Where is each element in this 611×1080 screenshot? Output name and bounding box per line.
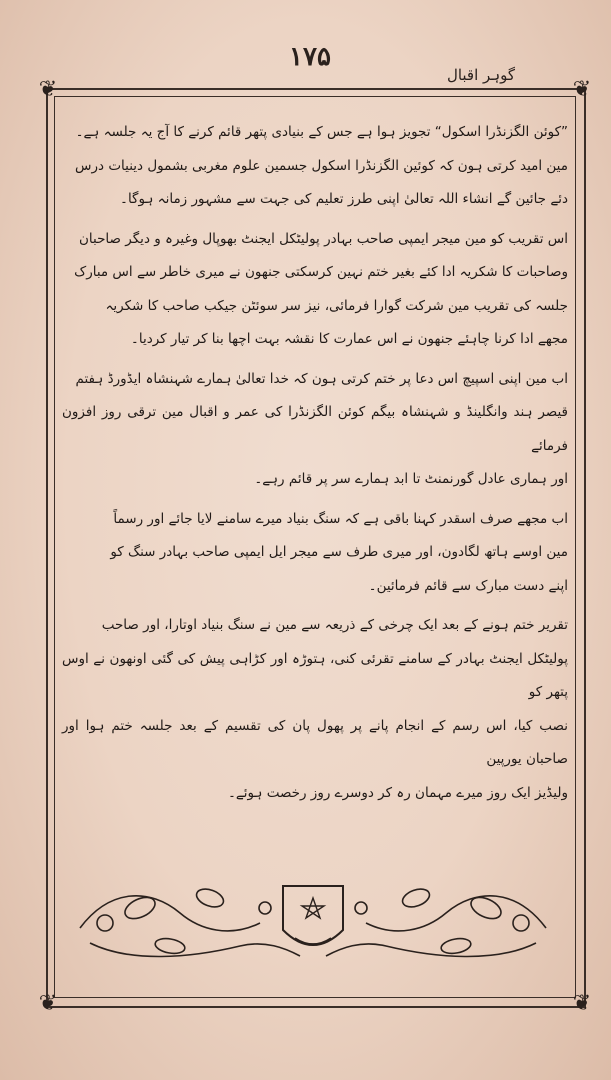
text-line: اور ہماری عادل گورنمنٹ تا ابد ہمارے سر پر قائم رہے۔ [254,471,568,487]
paragraph [62,363,568,497]
text-line: ولیڈیز ایک روز میرے مہمان رہ کر دوسرے روز رخصت ہوئے۔ [227,784,568,801]
page-number: ۱۷۵ [289,42,331,72]
paragraph [62,609,568,810]
corner-ornament-icon: ❦ [38,991,58,1016]
page-text [62,116,568,816]
text-line: قیصر ہند وانگلینڈ و شہنشاہ بیگم کوئن الگزنڈرا کی عمر و اقبال مین ترقی روز افزون فرمائے [62,404,568,454]
floral-ornament-icon [70,868,556,968]
text-line: اس تقریب کو مین میجر ایمپی صاحب بہادر پولیٹکل ایجنٹ بھوپال وغیرہ و دیگر صاحبان [78,230,568,247]
text-line: اپنے دست مبارک سے قائم فرمائین۔ [368,577,568,594]
text-line: تقریر ختم ہونے کے بعد ایک چرخی کے ذریعہ سے مین نے سنگ بنیاد اوتارا، اور صاحب [101,617,568,633]
corner-ornament-icon: ❦ [572,77,592,102]
text-line: اب مجھے صرف اسقدر کہنا باقی ہے کہ سنگ بنیاد میرے سامنے لایا جائے اور رسماً [113,510,568,527]
running-title: گوہر اقبال [446,66,515,84]
paragraph [62,116,568,217]
text-line: دئے جائین گے انشاء اللہ تعالیٰ اپنی طرز تعلیم کی جہت سے مشہور زمانہ ہوگا۔ [120,191,568,207]
text-line: مین امید کرتی ہون کہ کوئین الگزنڈرا اسکول جسمین علوم مغربی بشمول دینیات درس [75,157,568,174]
text-line: اب مین اپنی اسپیچ اس دعا پر ختم کرتی ہون کہ خدا تعالیٰ ہمارے شہنشاہ ایڈورڈ ہفتم [75,370,568,387]
paragraph [62,503,568,604]
text-line: نصب کیا، اس رسم کے انجام پانے پر پھول پان کی تقسیم کے بعد جلسہ ختم ہوا اور صاحبان یورپین [62,717,568,767]
text-line: جلسہ کی تقریب مین شرکت گوارا فرمائی، نیز سر سوئٹن جیکب صاحب کا شکریہ [105,297,568,314]
paragraph [62,223,568,357]
text-line: پولیٹکل ایجنٹ بہادر کے سامنے تقرئی کنی، ہتوڑہ اور کڑاہی پیش کی گئی اونھون نے اوس پتھر کو [62,650,568,700]
text-line: وصاحبات کا شکریہ ادا کئے بغیر ختم نہین کرسکتی جنھون نے میری خاطر سے اس مبارک [74,264,568,280]
text-line: ”کوئن الگزنڈرا اسکول“ تجویز ہوا ہے جس کے بنیادی پتھر قائم کرنے کا آج یہ جلسہ ہے۔ [75,124,568,140]
corner-ornament-icon: ❦ [572,991,592,1016]
text-line: مجھے ادا کرنا چاہئے جنھون نے اس عمارت کا نقشہ بہت اچھا بنا کر تیار کردیا۔ [130,331,568,347]
corner-ornament-icon: ❦ [38,77,58,102]
text-line: مین اوسے ہاتھ لگادون، اور میری طرف سے میجر ایل ایمپی صاحب بہادر سنگ کو [110,544,568,560]
